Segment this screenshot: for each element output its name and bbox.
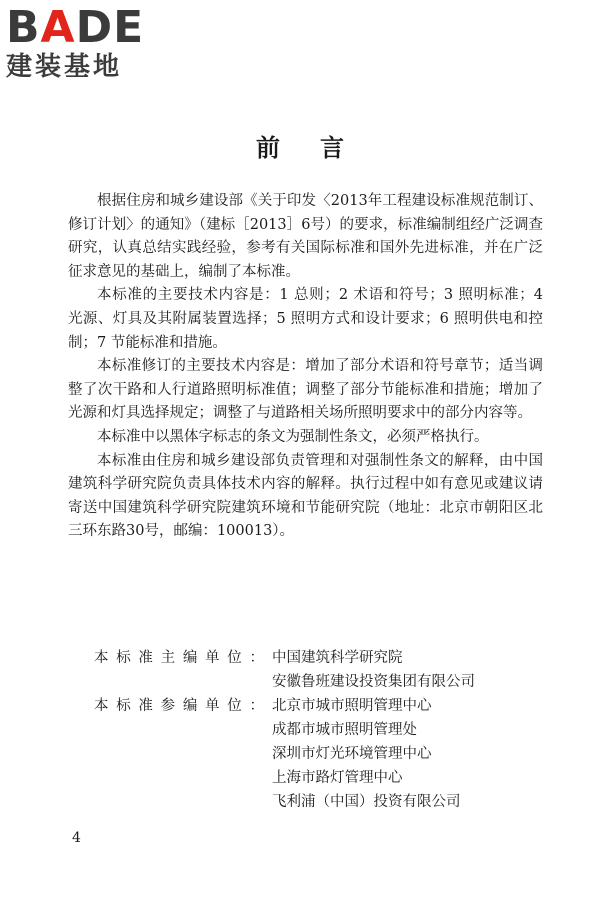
participant-unit-row — [94, 790, 554, 814]
chief-unit: 安徽鲁班建设投资集团有限公司 — [272, 674, 475, 690]
participant-unit-row — [94, 766, 554, 790]
paragraph-main-content: 本标准的主要技术内容是：1 总则；2 术语和符号；3 照明标准；4 光源、灯具及其附属装置选择；5 照明方式和设计要求；6 照明供电和控制；7 节能标准和措施。 — [68, 287, 543, 351]
page-title: 前言 — [256, 133, 384, 162]
paragraph-background: 根据住房和城乡建设部《关于印发〈2013年工程建设标准规范制订、修订计划〉的通知》（建标［2013］6号）的要求，标准编制组经广泛调查研究，认真总结实践经验，参考有关国际标准和国外先进标准，并在广泛征求意见的基础上，编制了本标准。 — [68, 193, 543, 280]
participant-unit: 飞利浦（中国）投资有限公司 — [272, 794, 461, 810]
chief-units-label: 本标准主编单位： — [94, 650, 264, 666]
chief-unit: 中国建筑科学研究院 — [272, 650, 403, 666]
page-number: 4 — [72, 830, 81, 846]
paragraph-revisions: 本标准修订的主要技术内容是：增加了部分术语和符号章节；适当调整了次干路和人行道路照明标准值；调整了部分节能标准和措施；增加了光源和灯具选择规定；调整了与道路相关场所照明要求中的部分内容等。 — [68, 358, 543, 422]
participant-unit: 成都市城市照明管理处 — [272, 722, 417, 738]
chief-unit-row — [94, 646, 554, 670]
preface-body — [68, 190, 543, 544]
participant-unit-row — [94, 694, 554, 718]
chief-unit-row — [94, 670, 554, 694]
logo-subtitle: 建装基地 — [6, 52, 123, 82]
participant-unit: 上海市路灯管理中心 — [272, 770, 403, 786]
participant-unit-row — [94, 718, 554, 742]
participant-unit-row — [94, 742, 554, 766]
bade-logo — [6, 2, 176, 82]
participant-unit: 北京市城市照明管理中心 — [272, 698, 432, 714]
editing-units — [94, 646, 554, 814]
paragraph-management: 本标准由住房和城乡建设部负责管理和对强制性条文的解释，由中国建筑科学研究院负责具体技术内容的解释。执行过程中如有意见或建议请寄送中国建筑科学研究院建筑环境和节能研究院（地址：北京市朝阳区北三环东路30号，邮编：100013）。 — [68, 452, 543, 540]
participant-units-label: 本标准参编单位： — [94, 698, 264, 714]
logo-wordmark: BADE — [6, 2, 145, 53]
paragraph-mandatory: 本标准中以黑体字标志的条文为强制性条文，必须严格执行。 — [97, 428, 489, 445]
participant-unit: 深圳市灯光环境管理中心 — [272, 746, 432, 762]
